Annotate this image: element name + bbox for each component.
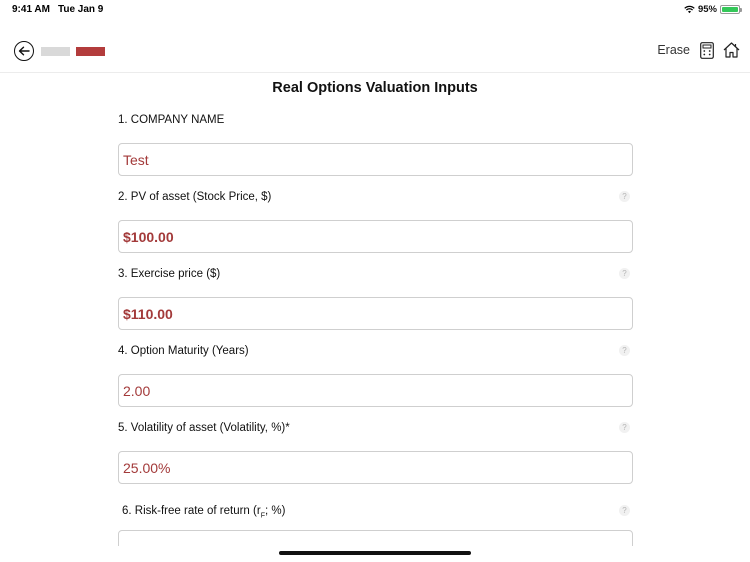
field-option-maturity — [118, 343, 633, 407]
nav-actions — [657, 41, 740, 59]
volatility-input[interactable]: 25.00% — [118, 451, 633, 484]
wifi-icon — [684, 5, 695, 14]
status-date: Tue Jan 9 — [57, 4, 104, 15]
progress-step-1[interactable] — [41, 47, 70, 56]
erase-button[interactable]: Erase — [657, 43, 690, 57]
calculator-icon — [700, 42, 714, 59]
help-icon[interactable]: ? — [619, 422, 630, 433]
option-maturity-input[interactable]: 2.00 — [118, 374, 633, 407]
status-right — [684, 4, 740, 15]
status-time-date — [12, 4, 103, 15]
field-label: 2. PV of asset (Stock Price, $) ? — [118, 189, 633, 205]
help-icon[interactable]: ? — [619, 191, 630, 202]
calculator-button[interactable] — [698, 41, 716, 59]
field-label: 5. Volatility of asset (Volatility, %)* ? — [118, 420, 633, 436]
nav-bar — [0, 30, 750, 73]
field-label: 6. Risk-free rate of return ($r_F$; %) ? — [118, 503, 633, 519]
arrow-left-icon — [18, 46, 30, 56]
back-button[interactable] — [14, 41, 34, 61]
pv-asset-input[interactable]: $100.00 — [118, 220, 633, 253]
help-icon[interactable]: ? — [619, 345, 630, 356]
field-pv-asset — [118, 189, 633, 253]
home-indicator[interactable] — [279, 551, 471, 555]
field-exercise-price — [118, 266, 633, 330]
status-bar — [0, 0, 750, 20]
battery-charging-icon — [720, 5, 740, 14]
help-icon[interactable]: ? — [619, 505, 630, 516]
status-time: 9:41 AM — [12, 4, 50, 15]
field-label: 1. COMPANY NAME — [118, 114, 225, 126]
progress-step-2[interactable] — [76, 47, 105, 56]
home-icon — [723, 42, 740, 58]
step-progress — [41, 47, 105, 56]
battery-percent: 95% — [697, 4, 717, 15]
page-title: Real Options Valuation Inputs — [272, 80, 478, 96]
home-button[interactable] — [722, 41, 740, 59]
field-volatility — [118, 420, 633, 484]
exercise-price-input[interactable]: $110.00 — [118, 297, 633, 330]
field-company-name — [118, 112, 633, 176]
field-label: 3. Exercise price ($) ? — [118, 266, 633, 282]
help-icon[interactable]: ? — [619, 268, 630, 279]
company-name-input[interactable]: Test — [118, 143, 633, 176]
field-label: 4. Option Maturity (Years) ? — [118, 343, 633, 359]
